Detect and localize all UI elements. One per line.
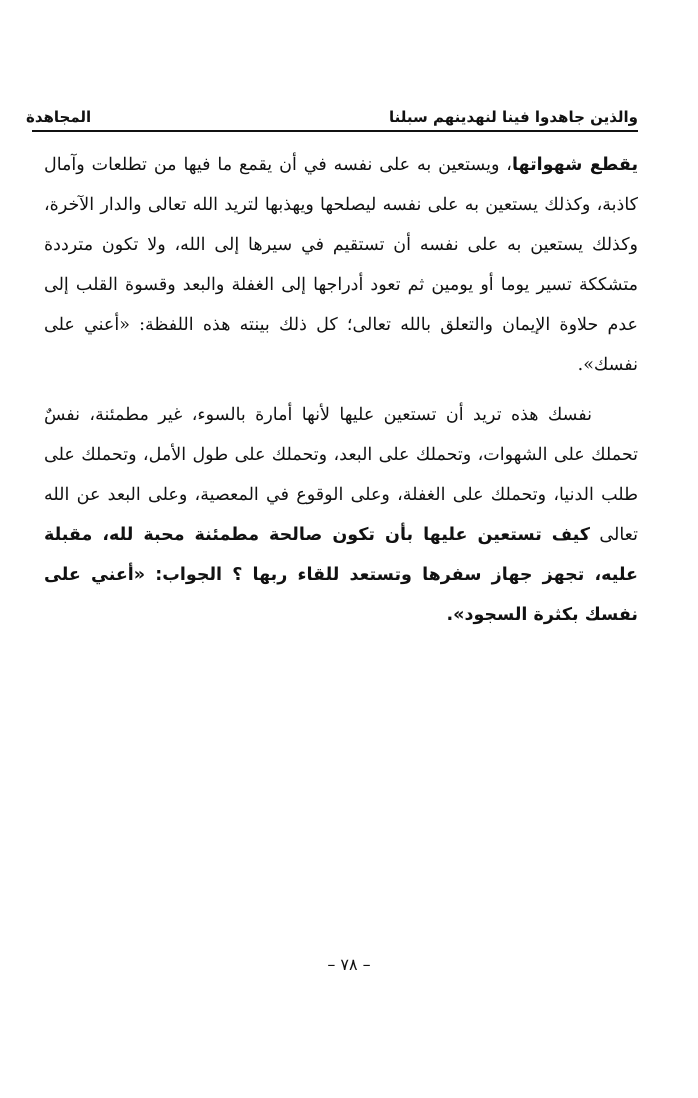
paragraph-2 [44, 395, 638, 635]
paragraph-1-text: ، ويستعين به على نفسه في أن يقمع ما فيها من تطلعات وآمال كاذبة، وكذلك يستعين به على نفسه ليصلحها ويهذبها لتريد الله تعالى والدار الآخرة، وكذلك يستعين به على نفسه أن تستقيم في سيرها إلى الله، ولا تكون مترددة متشككة تسير يوما أو يومين ثم تعود أدراجها إلى الغفلة والبعد وقسوة القلب إلى عدم حلاوة الإيمان والتعلق بالله تعالى؛ كل ذلك بينته هذه اللفظة: «أعني على نفسك». [44, 155, 638, 375]
paragraph-2-text: نفسك هذه تريد أن تستعين عليها لأنها أمارة بالسوء، غير مطمئنة، نفسٌ تحملك على الشهوات، وتحملك على البعد، وتحملك على طول الأمل، وتحملك على طلب الدنيا، وتحملك على الغفلة، وعلى الوقوع في المعصية، وعلى البعد عن الله تعالى [44, 405, 638, 545]
header-rule [32, 130, 638, 132]
running-header [26, 86, 638, 126]
paragraph-2-bold: كيف تستعين عليها بأن تكون صالحة مطمئنة محبة لله، مقبلة عليه، تجهز جهاز سفرها وتستعد للقاء ربها ؟ الجواب: «أعني على نفسك بكثرة السجود». [44, 525, 638, 625]
body-text [44, 145, 638, 635]
book-title: والذين جاهدوا فينا لنهدينهم سبلنا [389, 108, 638, 126]
paragraph-1 [44, 145, 638, 385]
page-number: – ٧٨ – [327, 955, 371, 974]
chapter-title: المجاهدة [26, 108, 92, 126]
paragraph-1-lead: يقطع شهواتها [511, 155, 639, 175]
